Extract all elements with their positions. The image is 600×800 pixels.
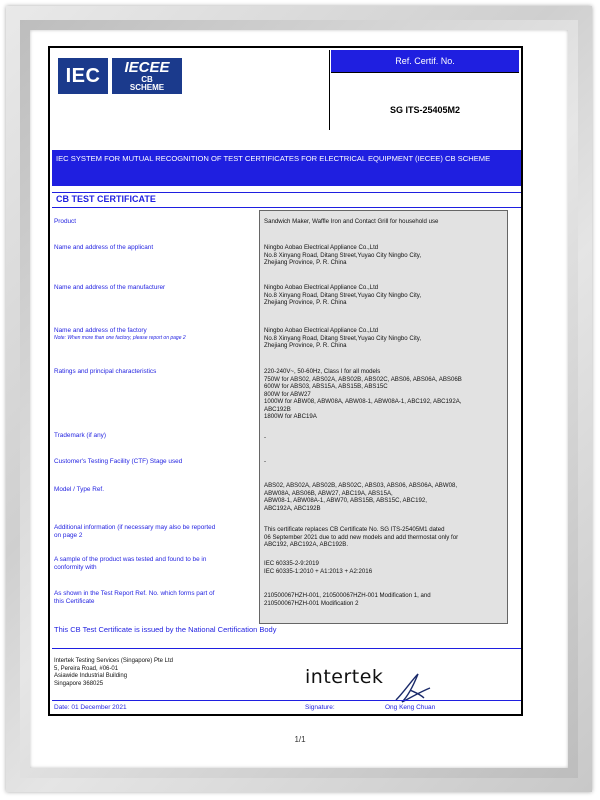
logo-area [52, 50, 330, 130]
ref-certif-number: SG ITS-25405M2 [389, 105, 461, 115]
model-line: ABW08-1, ABW08A-1, ABW70, ABS15B, ABS15C, ABC192, [264, 497, 427, 504]
ratings-line: 1000W for ABW08, ABW08A, ABW08-1, ABW08A-1, ABC192, ABC192A, [264, 398, 462, 405]
iecee-cb-logo [112, 58, 182, 94]
applicant-value [264, 244, 506, 267]
issuer-address [54, 658, 204, 688]
certificate [48, 46, 523, 716]
applicant-label: Name and address of the applicant [54, 244, 154, 251]
iec-logo-text: IEC [65, 65, 101, 87]
ctf-value: - [264, 458, 267, 465]
ref-divider [331, 72, 519, 73]
additional-line: 06 September 2021 due to add new models and add thermostat only for [264, 533, 459, 541]
signatory-name: Ong Keng Chuan [385, 704, 436, 711]
factory-label [54, 327, 250, 341]
model-line: ABC192A, ABC192B [264, 504, 321, 512]
additional-label: Additional information (if necessary may also be reported on page 2 [54, 524, 216, 539]
ratings-line: 220-240V~, 50-60Hz, Class I for all models [264, 368, 381, 375]
sample-label: A sample of the product was tested and found to be in conformity with [54, 556, 207, 571]
trademark-label: Trademark (if any) [54, 432, 106, 439]
intertek-logo: intertek [305, 666, 384, 688]
factory-label-text: Name and address of the factory [54, 327, 147, 334]
additional-line: ABC192, ABC192A, ABC192B. [264, 541, 349, 548]
manufacturer-value [264, 284, 506, 307]
ctf-label: Customer's Testing Facility (CTF) Stage used [54, 458, 183, 465]
iecee-logo-text: IECEE [124, 59, 170, 76]
report-line: 210500067HZH-001 Modification 2 [264, 599, 359, 607]
sample-line: IEC 60335-1:2010 + A1:2013 + A2:2016 [264, 567, 373, 575]
ratings-line: ABC192B [264, 405, 291, 413]
address-line: Singapore 368025 [54, 680, 104, 687]
factory-line: Ningbo Aobao Electrical Appliance Co.,Ltd [264, 327, 379, 334]
factory-value [264, 327, 506, 350]
address-line: Asiawide Industrial Building [54, 673, 128, 679]
ratings-line: 1800W for ABC19A [264, 413, 317, 420]
iecee-banner: IEC SYSTEM FOR MUTUAL RECOGNITION OF TEST CERTIFICATES FOR ELECTRICAL EQUIPMENT (IECEE) CB SCHEME [52, 150, 521, 186]
model-label: Model / Type Ref. [54, 486, 104, 493]
factory-line: Zhejiang Province, P. R. China [264, 342, 347, 349]
cb-logo-text: CB [141, 75, 153, 84]
address-line: Intertek Testing Services (Singapore) Pte Ltd [54, 658, 173, 664]
iec-logo [58, 58, 108, 94]
manufacturer-label: Name and address of the manufacturer [54, 284, 166, 291]
sample-value [264, 560, 506, 575]
footer-divider [52, 648, 521, 649]
applicant-line: Zhejiang Province, P. R. China [264, 259, 347, 266]
manufacturer-line: No.8 Xinyang Road, Ditang Street,Yuyao City Ningbo City, [264, 291, 422, 299]
manufacturer-line: Ningbo Aobao Electrical Appliance Co.,Ltd [264, 284, 379, 291]
applicant-line: No.8 Xinyang Road, Ditang Street,Yuyao City Ningbo City, [264, 251, 422, 259]
report-line: 210500067HZH-001, 210500067HZH-001 Modification 1, and [264, 592, 431, 599]
address-line: 5, Pereira Road, #06-01 [54, 665, 119, 672]
model-value [264, 482, 506, 512]
issued-by-statement: This CB Test Certificate is issued by the National Certification Body [54, 625, 277, 634]
product-label: Product [54, 218, 77, 225]
trademark-value: - [264, 434, 267, 441]
additional-value [264, 526, 506, 549]
model-line: ABW08A, ABS06B, ABW27, ABC19A, ABS15A, [264, 489, 393, 497]
factory-line: No.8 Xinyang Road, Ditang Street,Yuyao City Ningbo City, [264, 334, 422, 342]
factory-note: Note: When more than one factory, please report on page 2 [54, 335, 186, 341]
page-number: 1/1 [294, 735, 306, 744]
product-value: Sandwich Maker, Waffle Iron and Contact Grill for household use [264, 218, 439, 225]
signature-label: Signature: [305, 704, 335, 711]
sample-line: IEC 60335-2-9:2019 [264, 560, 319, 567]
ratings-label: Ratings and principal characteristics [54, 368, 157, 375]
applicant-line: Ningbo Aobao Electrical Appliance Co.,Ltd [264, 244, 379, 251]
ref-certif-label: Ref. Certif. No. [331, 50, 519, 72]
issue-date: Date: 01 December 2021 [54, 704, 127, 711]
ratings-line: 600W for ABS03, ABS15A, ABS15B, ABS15C [264, 383, 388, 390]
ratings-line: 750W for ABS02, ABS02A, ABS02B, ABS02C, ABS06, ABS06A, ABS06B [264, 375, 462, 383]
footer-bottom-divider [52, 700, 521, 701]
additional-line: This certificate replaces CB Certificate No. SG ITS-25405M1 dated [264, 526, 445, 533]
certificate-title: CB TEST CERTIFICATE [52, 192, 521, 208]
report-label: As shown in the Test Report Ref. No. which forms part of this Certificate [54, 590, 215, 605]
ratings-line: 800W for ABW27 [264, 390, 311, 398]
manufacturer-line: Zhejiang Province, P. R. China [264, 299, 347, 306]
model-line: ABS02, ABS02A, ABS02B, ABS02C, ABS03, ABS06, ABS06A, ABW08, [264, 482, 458, 489]
report-value [264, 592, 506, 607]
scheme-logo-text: SCHEME [129, 83, 165, 92]
ratings-value [264, 368, 506, 421]
